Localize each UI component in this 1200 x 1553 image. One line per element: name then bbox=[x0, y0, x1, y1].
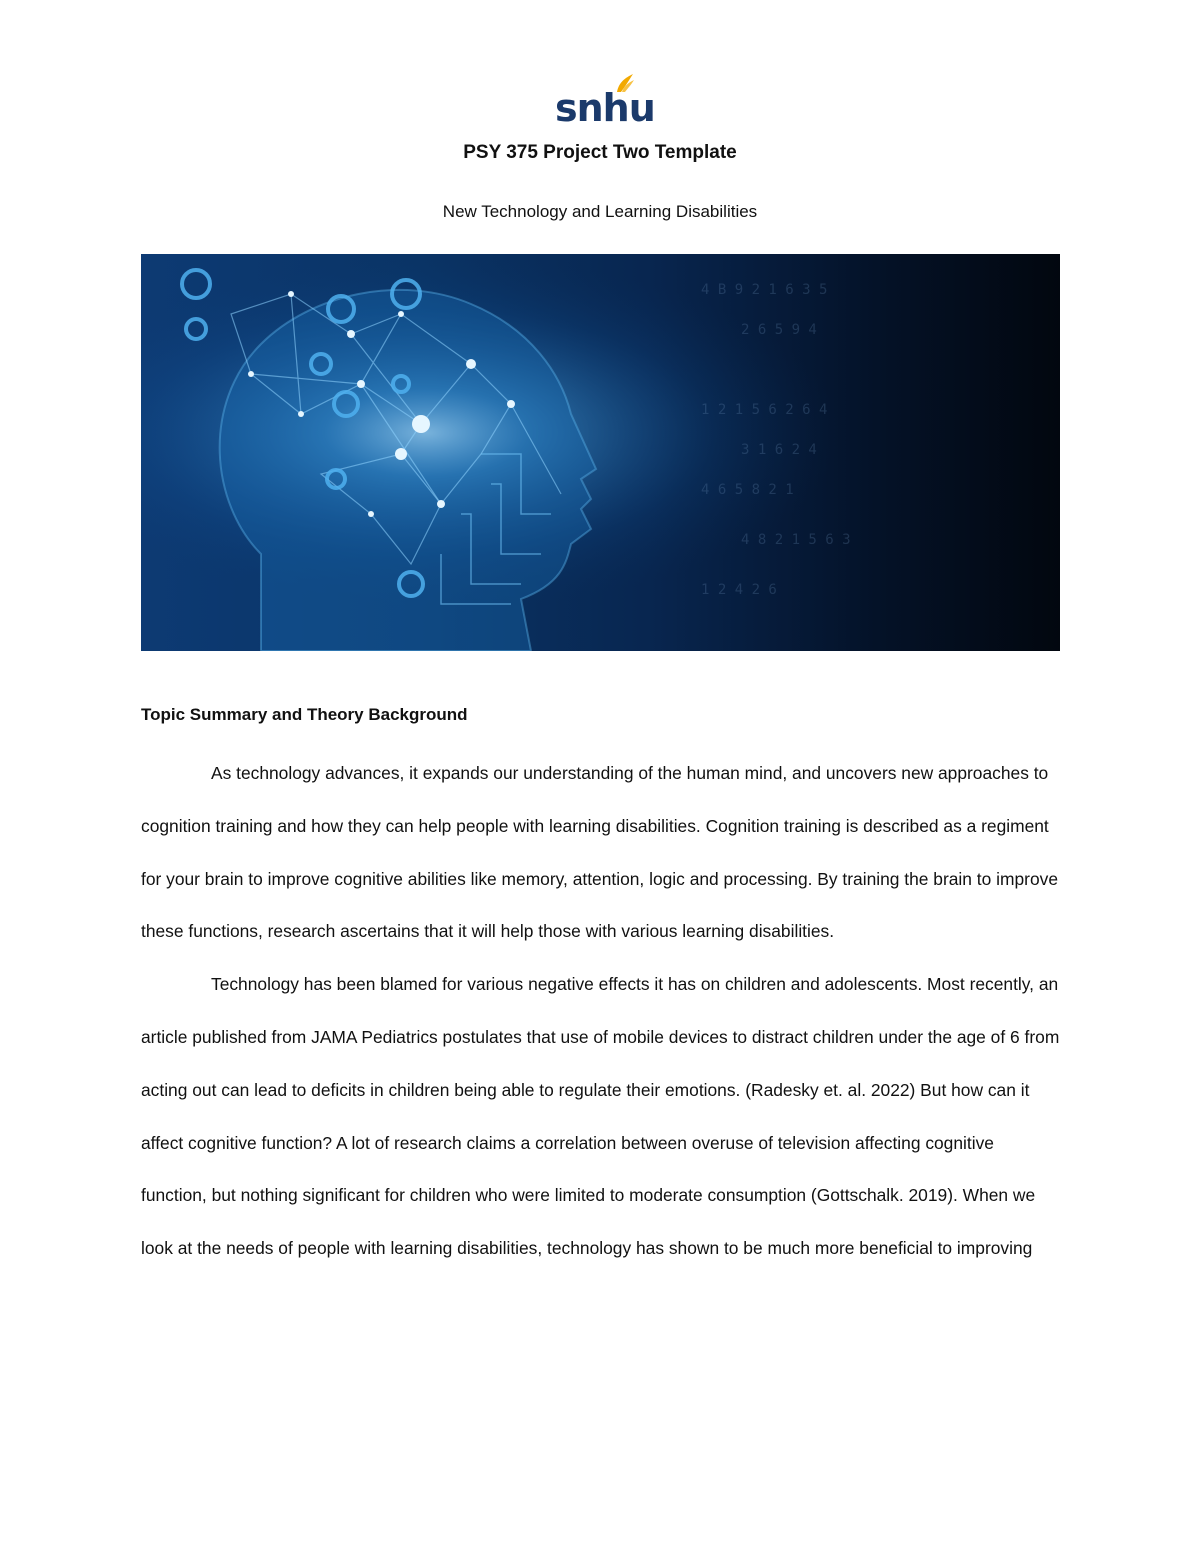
document-subtitle: New Technology and Learning Disabilities bbox=[442, 202, 758, 221]
svg-text:1 2 4 2 6: 1 2 4 2 6 bbox=[701, 582, 777, 598]
paragraph: As technology advances, it expands our understanding of the human mind, and uncovers new approaches to cognition training and how they can help people with learning disabilities. Cognition training is described as a regiment for your brain to improve cognitive abilities like memory, attention, logic and processing. By training the brain to improve these functions, research ascertains that it will help those with various learning disabilities. bbox=[141, 763, 1058, 942]
section-heading: Topic Summary and Theory Background bbox=[141, 705, 468, 724]
hero-illustration bbox=[141, 254, 1060, 651]
svg-text:1 2 1 5 6 2 6 4: 1 2 1 5 6 2 6 4 bbox=[701, 402, 828, 418]
paragraph: Technology has been blamed for various negative effects it has on children and adolescents. Most recently, an article published from JAMA Pediatrics postulates that use of mobile devices to distract children under the age of 6 from acting out can lead to deficits in children being able to regulate their emotions. (Radesky et. al. 2022) But how can it affect cognitive function? A lot of research claims a correlation between overuse of television affecting cognitive function, but nothing significant for children who were limited to moderate consumption (Gottschalk. 2019). When we look at the needs of people with learning disabilities, technology has shown to be much more beneficial to improving bbox=[141, 974, 1060, 1259]
body-text bbox=[141, 747, 1061, 1275]
svg-text:4 B 9 2 1 6 3 5: 4 B 9 2 1 6 3 5 bbox=[701, 282, 828, 298]
document-title: PSY 375 Project Two Template bbox=[463, 142, 737, 163]
svg-text:3 1 6 2 4: 3 1 6 2 4 bbox=[741, 442, 817, 458]
snhu-logo bbox=[555, 72, 655, 132]
svg-text:2 6 5 9 4: 2 6 5 9 4 bbox=[741, 322, 817, 338]
svg-text:4 6 5 8 2 1: 4 6 5 8 2 1 bbox=[701, 482, 794, 498]
logo-wordmark: snhu bbox=[555, 86, 655, 130]
ai-head-circuit-image bbox=[141, 254, 1060, 651]
svg-text:4 8 2 1 5 6 3: 4 8 2 1 5 6 3 bbox=[741, 532, 851, 548]
